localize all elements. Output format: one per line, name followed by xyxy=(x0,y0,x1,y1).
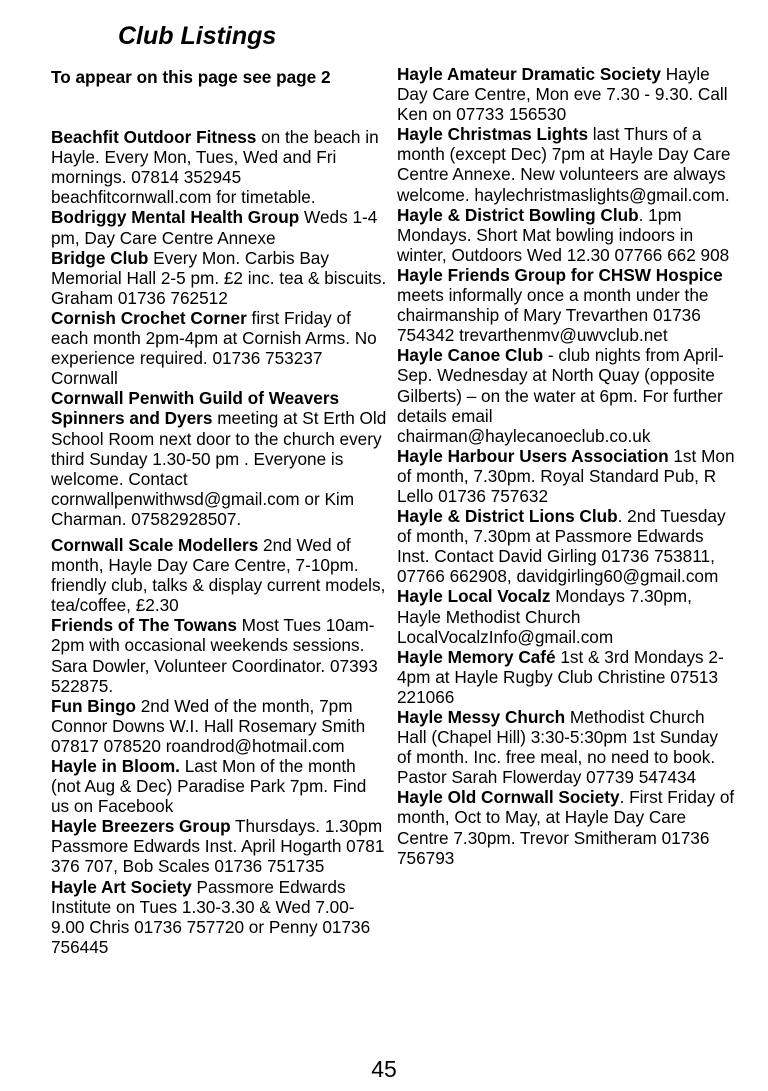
listing-name: Bridge Club xyxy=(51,247,149,268)
listing-name: Hayle Friends Group for CHSW Hospice xyxy=(397,264,723,285)
listing-details: 1st Mon of month, 7.30pm. Royal Standard Pub, R Lello 01736 757632 xyxy=(397,445,735,506)
listing-details: 2nd Wed of month, Hayle Day Care Centre, 7-10pm. friendly club, talks & display current models, tea/coffee, £2.30 xyxy=(51,534,386,616)
listings-left-column xyxy=(51,64,387,957)
listing-name: Cornish Crochet Corner xyxy=(51,307,247,328)
listing-details: Methodist Church Hall (Chapel Hill) 3:30-5:30pm 1st Sunday of month. Inc. free meal, no need to book. Pastor Sarah Flowerday 07739 547434 xyxy=(397,707,718,788)
listing-details: Most Tues 10am-2pm with occasional weekends sessions. Sara Dowler, Volunteer Coordinator. 07393 522875. xyxy=(51,615,378,696)
listing-harbour-users xyxy=(397,446,737,506)
listing-details: Hayle Day Care Centre, Mon eve 7.30 - 9.30. Call Ken on 07733 156530 xyxy=(397,64,728,125)
listing-lions-club xyxy=(397,506,737,586)
listing-details: Thursdays. 1.30pm Passmore Edwards Inst. April Hogarth 0781 376 707, Bob Scales 01736 751735 xyxy=(51,816,385,877)
listing-details: Last Mon of the month (not Aug & Dec) Paradise Park 7pm. Find us on Facebook xyxy=(51,756,367,817)
listing-friends-of-towans xyxy=(51,615,387,695)
listing-name: Cornwall Penwith Guild of Weavers Spinners and Dyers xyxy=(51,388,340,429)
listing-bodriggy xyxy=(51,207,387,247)
listing-old-cornwall-society xyxy=(397,787,737,867)
listing-art-society xyxy=(51,877,387,957)
listing-name: Hayle Amateur Dramatic Society xyxy=(397,64,661,84)
listing-name: Hayle Canoe Club xyxy=(397,345,544,366)
listing-details: Every Mon. Carbis Bay Memorial Hall 2-5 pm. £2 inc. tea & biscuits. Graham 01736 762512 xyxy=(51,247,387,308)
listing-details: Passmore Edwards Institute on Tues 1.30-3.30 & Wed 7.00-9.00 Chris 01736 757720 or Penny 01736 756445 xyxy=(51,876,371,957)
listing-details: . 1pm Mondays. Short Mat bowling indoors in winter, Outdoors Wed 12.30 07766 662 908 xyxy=(397,204,730,265)
listing-name: Cornwall Scale Modellers xyxy=(51,534,259,555)
listing-local-vocalz xyxy=(397,586,737,646)
listing-details: on the beach in Hayle. Every Mon, Tues, Wed and Fri mornings. 07814 352945 beachfitcornwall.com for timetable. xyxy=(51,127,379,208)
listing-fun-bingo xyxy=(51,696,387,756)
listing-name: Hayle Harbour Users Association xyxy=(397,445,669,466)
listing-details: meets informally once a month under the chairmanship of Mary Trevarthen 01736 754342 trevarthenmv@uwvclub.net xyxy=(397,285,709,346)
listing-bowling-club xyxy=(397,205,737,265)
listing-name: Hayle & District Bowling Club xyxy=(397,204,639,225)
listing-details: meeting at St Erth Old School Room next door to the church every third Sunday 1.30-50 pm . Everyone is welcome. Contact cornwallpenwithwsd@gmail.com or Kim Charman. 07582928507. xyxy=(51,408,387,529)
listing-chsw-hospice xyxy=(397,265,737,345)
listing-name: Friends of The Towans xyxy=(51,615,237,636)
listing-intro: To appear on this page see page 2 xyxy=(51,67,331,87)
listing-name: Hayle Messy Church xyxy=(397,707,566,727)
listing-weavers-guild xyxy=(51,388,387,529)
listing-hayle-in-bloom xyxy=(51,756,387,816)
listing-bridge-club xyxy=(51,248,387,308)
listing-name: Hayle Local Vocalz xyxy=(397,586,551,607)
page-title: Club Listings xyxy=(118,22,277,50)
listing-name: Fun Bingo xyxy=(51,695,136,716)
listing-name: Hayle Memory Café xyxy=(397,646,556,667)
listing-name: Hayle in Bloom. xyxy=(51,756,180,776)
listing-name: Hayle Art Society xyxy=(51,876,192,897)
listing-details: Weds 1-4 pm, Day Care Centre Annexe xyxy=(51,207,378,248)
listing-amateur-dramatic xyxy=(397,64,737,124)
listing-details: first Friday of each month 2pm-4pm at Cornish Arms. No experience required. 01736 753237 Cornwall xyxy=(51,307,377,389)
listing-details: 1st & 3rd Mondays 2-4pm at Hayle Rugby Club Christine 07513 221066 xyxy=(397,646,724,707)
listing-name: Hayle Christmas Lights xyxy=(397,124,589,145)
listing-details: . First Friday of month, Oct to May, at Hayle Day Care Centre 7.30pm. Trevor Smitheram 01736 756793 xyxy=(397,787,735,868)
listing-details: Mondays 7.30pm, Hayle Methodist Church LocalVocalzInfo@gmail.com xyxy=(397,586,692,647)
listing-scale-modellers xyxy=(51,535,387,615)
listing-name: Bodriggy Mental Health Group xyxy=(51,207,300,228)
listing-beachfit xyxy=(51,127,387,207)
listing-name: Beachfit Outdoor Fitness xyxy=(51,127,257,148)
listing-memory-cafe xyxy=(397,647,737,707)
listing-details: 2nd Wed of the month, 7pm Connor Downs W.I. Hall Rosemary Smith 07817 078520 roandrod@hotmail.com xyxy=(51,695,366,756)
listing-crochet-corner xyxy=(51,308,387,388)
listings-right-column xyxy=(397,64,737,868)
listing-details: last Thurs of a month (except Dec) 7pm at Hayle Day Care Centre Annexe. New volunteers are always welcome. haylechristmaslights@gmail.com. xyxy=(397,124,731,205)
listing-name: Hayle Breezers Group xyxy=(51,816,231,837)
listing-christmas-lights xyxy=(397,124,737,204)
page-number: 45 xyxy=(371,1056,397,1082)
listing-messy-church xyxy=(397,707,737,787)
listing-details: - club nights from April- Sep. Wednesday at North Quay (opposite Gilberts) – on the water at 6pm. For further details email chairman@haylecanoeclub.co.uk xyxy=(397,345,724,446)
listing-name: Hayle & District Lions Club xyxy=(397,506,618,527)
listing-name: Hayle Old Cornwall Society xyxy=(397,787,620,808)
listing-details: . 2nd Tuesday of month, 7.30pm at Passmore Edwards Inst. Contact David Girling 01736 753811, 07766 662908, davidgirling60@gmail.com xyxy=(397,506,726,587)
listing-canoe-club xyxy=(397,345,737,445)
listing-breezers-group xyxy=(51,816,387,876)
